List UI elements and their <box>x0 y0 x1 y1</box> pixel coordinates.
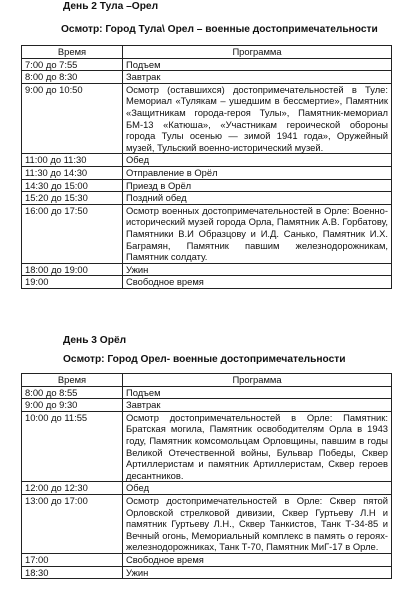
time-cell: 19:00 <box>22 276 123 289</box>
program-cell: Приезд в Орёл <box>123 179 392 192</box>
program-cell: Осмотр (оставшихся) достопримечательностей в Туле: Мемориал «Тулякам – ушедшим в бессмертие», Памятник «Защитникам города-героя Тулы», Памятник-мемориал БМ-13 «Катюша», «Участникам героической обороны города Тулы осенью — зимой 1941 года», Оружейный музей, Тульский военно-исторический музей. <box>123 83 392 154</box>
program-column-header: Программа <box>123 46 392 59</box>
program-cell: Осмотр военных достопримечательностей в Орле: Военно-исторический музей города Орла, Памятник А.В. Горбатову, Памятники В.И Образцову и И.Д. Санько, Памятник И.Х. Баграмян, Памятник павшим железнодорожникам, Памятник солдату. <box>123 204 392 263</box>
table-row <box>22 566 392 579</box>
table-row <box>22 71 392 84</box>
program-cell: Ужин <box>123 263 392 276</box>
table-row <box>22 386 392 399</box>
time-cell: 14:30 до 15:00 <box>22 179 123 192</box>
table-row <box>22 482 392 495</box>
program-column-header: Программа <box>123 374 392 387</box>
program-cell: Ужин <box>123 566 392 579</box>
program-cell: Осмотр достопримечательностей в Орле: Сквер пятой Орловской стрелковой дивизии, Сквер Гуртьеву Л.Н и памятник Гуртьеву Л.Н., Сквер Танкистов, Танк Т-34-85 и Вечный огонь, Мемориальный комплекс в память о героях-железнодорожниках, Танк Т-70, Памятник МиГ-17 в Орле. <box>123 494 392 553</box>
time-cell: 7:00 до 7:55 <box>22 58 123 71</box>
time-cell: 13:00 до 17:00 <box>22 494 123 553</box>
time-cell: 12:00 до 12:30 <box>22 482 123 495</box>
program-cell: Подъем <box>123 386 392 399</box>
day3-subtitle: Осмотр: Город Орел- военные достопримечательности <box>63 354 346 365</box>
day2-schedule-table <box>21 45 392 289</box>
table-row <box>22 204 392 263</box>
table-row <box>22 179 392 192</box>
time-cell: 11:00 до 11:30 <box>22 154 123 167</box>
table-row <box>22 411 392 482</box>
time-cell: 16:00 до 17:50 <box>22 204 123 263</box>
table-row <box>22 553 392 566</box>
table-row <box>22 154 392 167</box>
day2-subtitle: Осмотр: Город Тула\ Орел – военные достопримечательности <box>61 24 378 35</box>
time-cell: 9:00 до 10:50 <box>22 83 123 154</box>
program-cell: Свободное время <box>123 553 392 566</box>
day3-title: День 3 Орёл <box>63 335 127 346</box>
time-column-header: Время <box>22 374 123 387</box>
table-row <box>22 192 392 205</box>
program-cell: Обед <box>123 482 392 495</box>
table-header-row <box>22 46 392 59</box>
day3-schedule-table <box>21 373 392 579</box>
program-cell: Подъем <box>123 58 392 71</box>
time-cell: 11:30 до 14:30 <box>22 166 123 179</box>
time-cell: 15:20 до 15:30 <box>22 192 123 205</box>
time-cell: 8:00 до 8:55 <box>22 386 123 399</box>
time-cell: 17:00 <box>22 553 123 566</box>
table-row <box>22 263 392 276</box>
program-cell: Отправление в Орёл <box>123 166 392 179</box>
table-row <box>22 494 392 553</box>
time-cell: 8:00 до 8:30 <box>22 71 123 84</box>
program-cell: Завтрак <box>123 71 392 84</box>
table-header-row <box>22 374 392 387</box>
table-row <box>22 83 392 154</box>
time-cell: 9:00 до 9:30 <box>22 399 123 412</box>
program-cell: Осмотр достопримечательностей в Орле: Памятник: Братская могила, Памятник освободителям Орла в 1943 году, Памятник комсомольцам Орловщины, павшим в годы Великой Отечественной войны, Бульвар Победы, Сквер Артиллеристам и памятник Артиллеристам, Сквер героев десантников. <box>123 411 392 482</box>
program-cell: Завтрак <box>123 399 392 412</box>
table-row <box>22 276 392 289</box>
program-cell: Обед <box>123 154 392 167</box>
time-cell: 10:00 до 11:55 <box>22 411 123 482</box>
time-column-header: Время <box>22 46 123 59</box>
time-cell: 18:30 <box>22 566 123 579</box>
table-row <box>22 58 392 71</box>
program-cell: Свободное время <box>123 276 392 289</box>
time-cell: 18:00 до 19:00 <box>22 263 123 276</box>
program-cell: Поздний обед <box>123 192 392 205</box>
table-row <box>22 399 392 412</box>
table-row <box>22 166 392 179</box>
day2-title: День 2 Тула –Орел <box>63 1 159 12</box>
